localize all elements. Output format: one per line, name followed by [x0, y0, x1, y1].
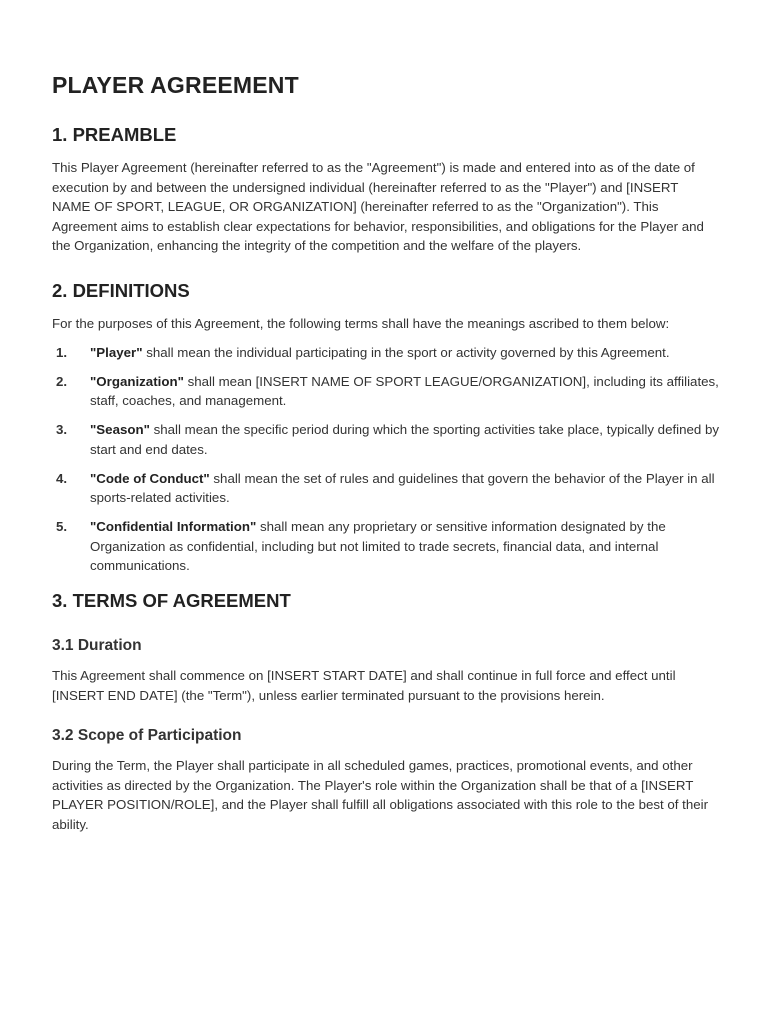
- definition-number: 4.: [56, 470, 68, 486]
- duration-paragraph: This Agreement shall commence on [INSERT START DATE] and shall continue in full force and effect until [INSERT END DATE] (the "Term"), unless earlier terminated pursuant to the provisions herein.: [52, 668, 676, 703]
- section-heading-terms: 3. TERMS OF AGREEMENT: [52, 590, 291, 612]
- definition-item: [52, 517, 720, 576]
- definitions-intro: For the purposes of this Agreement, the following terms shall have the meanings ascribed to them below:: [52, 315, 670, 331]
- definition-text: shall mean the individual participating in the sport or activity governed by this Agreement.: [142, 344, 670, 360]
- preamble-paragraph: This Player Agreement (hereinafter referred to as the "Agreement") is made and entered into as of the date of execution by and between the undersigned individual (hereinafter referred to as the "Player") and [INSERT NAME OF SPORT, LEAGUE, OR ORGANIZATION] (hereinafter referred to as the "Organization"). This Agreement aims to establish clear expectations for behavior, responsibilities, and obligations for the Player and the Organization, enhancing the integrity of the competition and the welfare of the players.: [52, 160, 704, 254]
- definition-term: "Player": [90, 344, 143, 360]
- scope-paragraph: During the Term, the Player shall participate in all scheduled games, practices, promotional events, and other activities as directed by the Organization. The Player's role within the Organization shall be that of a [INSERT PLAYER POSITION/ROLE], and the Player shall fulfill all obligations associated with this role to the best of their ability.: [52, 758, 709, 833]
- definition-text: shall mean the set of rules and guidelines that govern the behavior of the Player in all sports-related activities.: [90, 470, 715, 506]
- definition-text: shall mean the specific period during which the sporting activities take place, typically defined by start and end dates.: [90, 422, 720, 457]
- section-heading-definitions: 2. DEFINITIONS: [52, 279, 190, 301]
- definition-number: 3.: [56, 422, 68, 438]
- definition-text: shall mean [INSERT NAME OF SPORT LEAGUE/ORGANIZATION], including its affiliates, staff, coaches, and management.: [90, 373, 719, 409]
- definition-text: shall mean any proprietary or sensitive information designated by the Organization as confidential, including but not limited to trade secrets, financial data, and internal communications.: [90, 519, 666, 574]
- definition-item: [52, 343, 720, 363]
- definition-item: [52, 372, 720, 411]
- document-title: PLAYER AGREEMENT: [52, 72, 299, 98]
- section-heading-preamble: 1. PREAMBLE: [52, 124, 177, 145]
- document-page: [52, 70, 720, 835]
- definition-term: "Organization": [90, 373, 184, 389]
- subsection-heading-duration: 3.1 Duration: [52, 637, 142, 655]
- definition-term: "Season": [90, 422, 150, 438]
- definition-item: [52, 420, 720, 459]
- definition-term: "Confidential Information": [90, 519, 257, 535]
- definition-number: 2.: [56, 373, 68, 389]
- definitions-list: [52, 343, 720, 577]
- definition-number: 1.: [56, 344, 68, 360]
- definition-number: 5.: [56, 519, 68, 535]
- definition-item: [52, 469, 720, 508]
- subsection-heading-scope: 3.2 Scope of Participation: [52, 727, 242, 745]
- definition-term: "Code of Conduct": [90, 470, 210, 486]
